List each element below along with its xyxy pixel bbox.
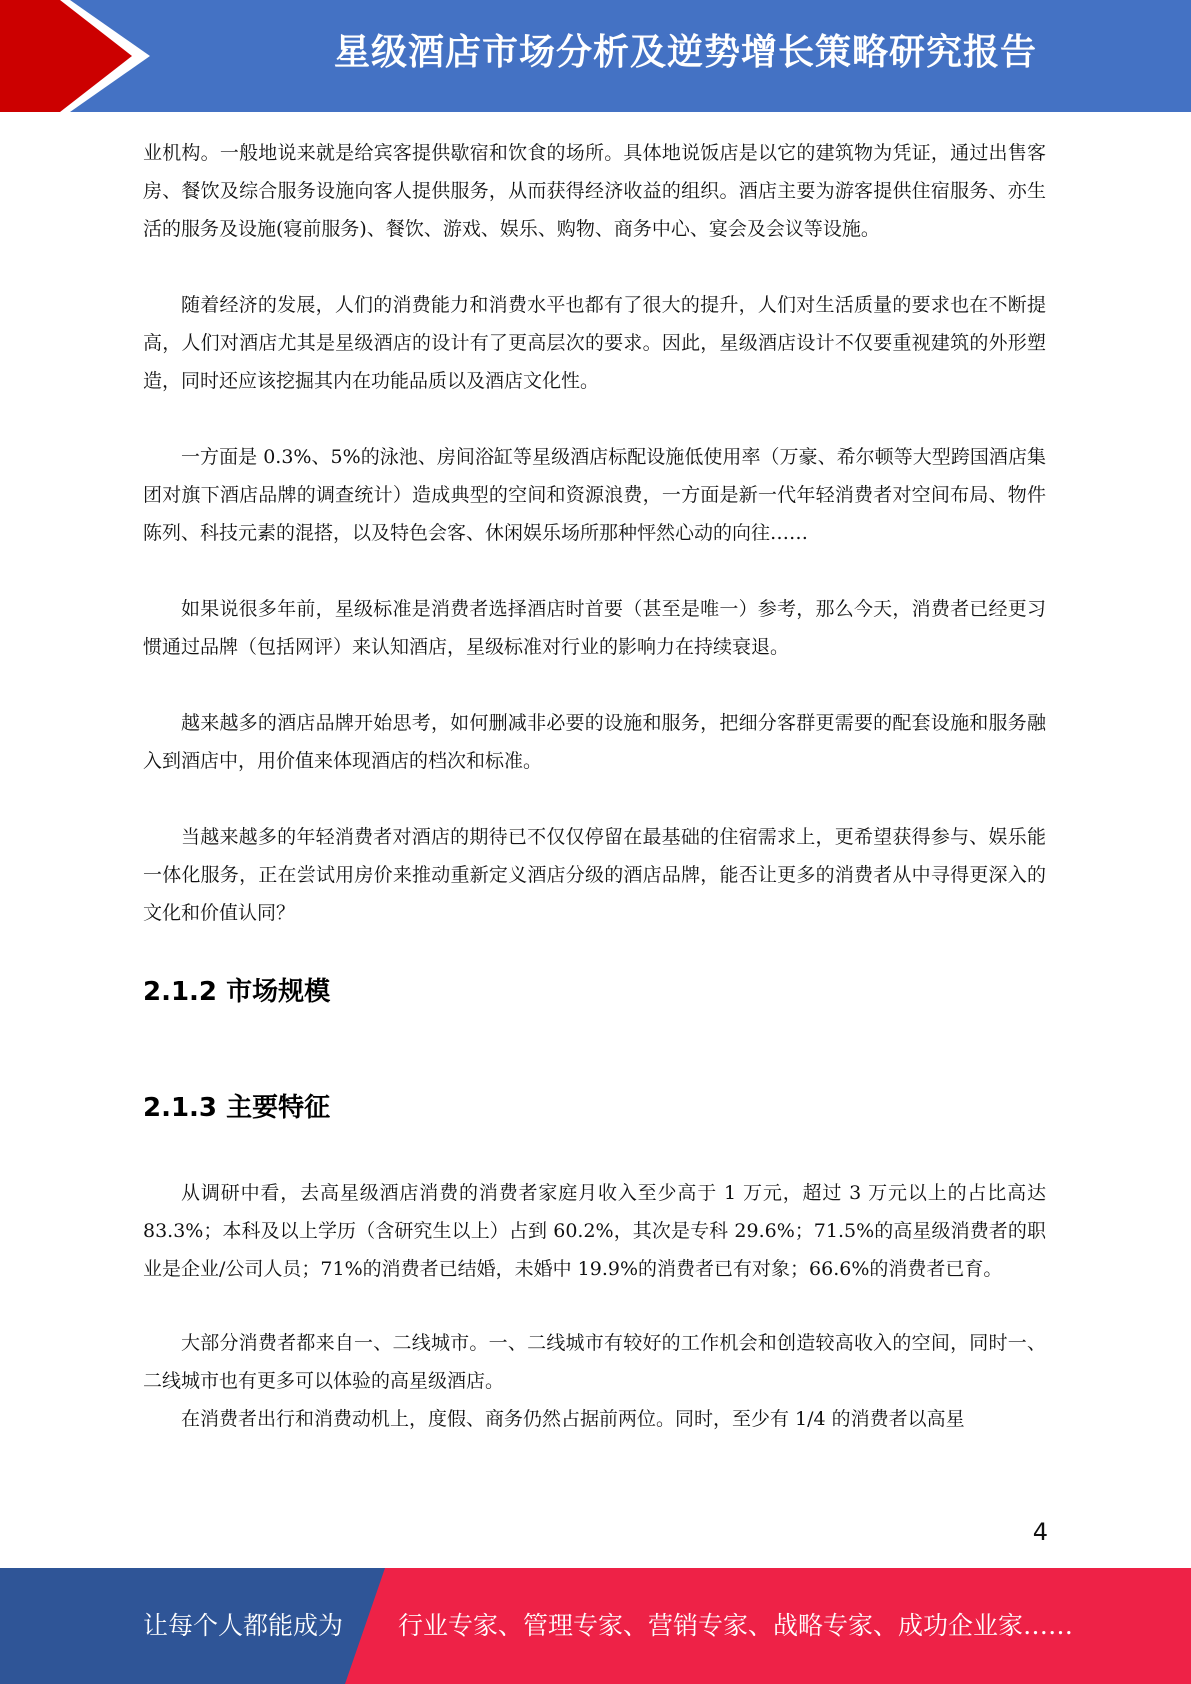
footer-slogan-left: 让每个人都能成为 (143, 1611, 344, 1640)
paragraph-hotel-definition: 业机构。一般地说来就是给宾客提供歇宿和饮食的场所。具体地说饭店是以它的建筑物为凭证，通过出售客房、餐饮及综合服务设施向客人提供服务，从而获得经济收益的组织。酒店主要为游客提供住宿服务、亦生活的服务及设施(寝前服务)、餐饮、游戏、娱乐、购物、商务中心、宴会及会议等设施。 (143, 142, 1046, 240)
page-footer (0, 1568, 1191, 1684)
page-number: 4 (1032, 1518, 1048, 1546)
paragraph-travel-motives: 在消费者出行和消费动机上，度假、商务仍然占据前两位。同时，至少有 1/4 的消费者以高星 (181, 1408, 965, 1430)
paragraph-consumption-upgrade: 随着经济的发展，人们的消费能力和消费水平也都有了很大的提升，人们对生活质量的要求也在不断提高，人们对酒店尤其是星级酒店的设计有了更高层次的要求。因此，星级酒店设计不仅要重视建筑的外形塑造，同时还应该挖掘其内在功能品质以及酒店文化性。 (143, 294, 1046, 392)
paragraph-city-tiers: 大部分消费者都来自一、二线城市。一、二线城市有较好的工作机会和创造较高收入的空间，同时一、二线城市也有更多可以体验的高星级酒店。 (143, 1332, 1046, 1392)
paragraph-brand-thinking: 越来越多的酒店品牌开始思考，如何删减非必要的设施和服务，把细分客群更需要的配套设施和服务融入到酒店中，用价值来体现酒店的档次和标准。 (143, 712, 1046, 772)
paragraph-young-consumers: 当越来越多的年轻消费者对酒店的期待已不仅仅停留在最基础的住宿需求上，更希望获得参与、娱乐能一体化服务，正在尝试用房价来推动重新定义酒店分级的酒店品牌，能否让更多的消费者从中寻得更深入的文化和价值认同？ (143, 826, 1046, 924)
section-heading-market-size: 2.1.2 市场规模 (143, 977, 331, 1007)
page-body (143, 134, 1046, 1438)
paragraph-facility-usage: 一方面是 0.3%、5%的泳池、房间浴缸等星级酒店标配设施低使用率（万豪、希尔顿等大型跨国酒店集团对旗下酒店品牌的调查统计）造成典型的空间和资源浪费，一方面是新一代年轻消费者对空间布局、物件陈列、科技元素的混搭，以及特色会客、休闲娱乐场所那种怦然心动的向往…… (143, 446, 1046, 544)
paragraph-survey-demographics: 从调研中看，去高星级酒店消费的消费者家庭月收入至少高于 1 万元，超过 3 万元以上的占比高达 83.3%；本科及以上学历（含研究生以上）占到 60.2%，其次是专科 29.6%；71.5%的高星级消费者的职业是企业/公司人员；71%的消费者已结婚，未婚中 19.9%的消费者已有对象；66.6%的消费者已育。 (143, 1182, 1046, 1280)
section-heading-main-features: 2.1.3 主要特征 (143, 1093, 331, 1123)
footer-slogan-right: 行业专家、管理专家、营销专家、战略专家、成功企业家…… (398, 1611, 1074, 1640)
red-arrow-decoration (0, 0, 150, 112)
paragraph-star-standard: 如果说很多年前，星级标准是消费者选择酒店时首要（甚至是唯一）参考，那么今天，消费者已经更习惯通过品牌（包括网评）来认知酒店，星级标准对行业的影响力在持续衰退。 (143, 598, 1046, 658)
page-header (0, 0, 1191, 112)
report-title: 星级酒店市场分析及逆势增长策略研究报告 (333, 32, 1037, 73)
